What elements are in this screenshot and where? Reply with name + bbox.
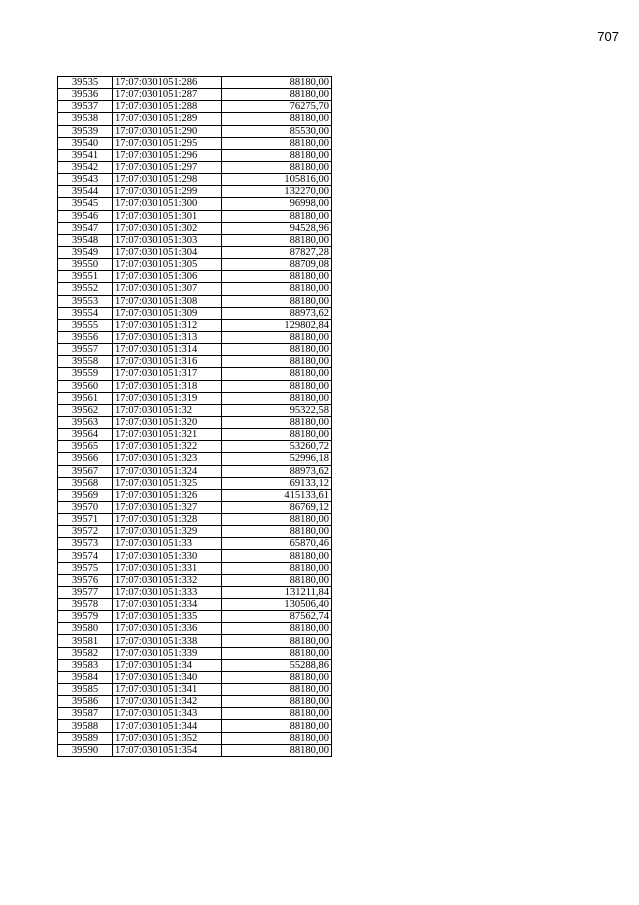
row-number-cell: 39538 [58, 113, 113, 125]
row-number-cell: 39544 [58, 186, 113, 198]
table-row [58, 392, 332, 404]
row-number-cell: 39559 [58, 368, 113, 380]
table-row [58, 125, 332, 137]
row-number-cell: 39588 [58, 720, 113, 732]
table-row [58, 538, 332, 550]
value-cell: 88180,00 [222, 344, 332, 356]
row-number-cell: 39568 [58, 477, 113, 489]
row-number-cell: 39584 [58, 671, 113, 683]
table-row [58, 356, 332, 368]
table-row [58, 210, 332, 222]
table-row [58, 501, 332, 513]
row-number-cell: 39575 [58, 562, 113, 574]
value-cell: 129802,84 [222, 319, 332, 331]
table-row [58, 635, 332, 647]
row-number-cell: 39551 [58, 271, 113, 283]
cadastral-number-cell: 17:07:0301051:306 [113, 271, 222, 283]
value-cell: 88180,00 [222, 234, 332, 246]
value-cell: 88180,00 [222, 635, 332, 647]
table-row [58, 429, 332, 441]
cadastral-number-cell: 17:07:0301051:328 [113, 514, 222, 526]
cadastral-number-cell: 17:07:0301051:352 [113, 732, 222, 744]
cadastral-number-cell: 17:07:0301051:314 [113, 344, 222, 356]
value-cell: 88180,00 [222, 550, 332, 562]
page-number: 707 [597, 29, 619, 44]
cadastral-number-cell: 17:07:0301051:338 [113, 635, 222, 647]
cadastral-number-cell: 17:07:0301051:327 [113, 501, 222, 513]
row-number-cell: 39537 [58, 101, 113, 113]
cadastral-number-cell: 17:07:0301051:320 [113, 416, 222, 428]
value-cell: 88180,00 [222, 331, 332, 343]
cadastral-number-cell: 17:07:0301051:325 [113, 477, 222, 489]
cadastral-number-cell: 17:07:0301051:333 [113, 586, 222, 598]
row-number-cell: 39582 [58, 647, 113, 659]
cadastral-number-cell: 17:07:0301051:323 [113, 453, 222, 465]
table-row [58, 271, 332, 283]
row-number-cell: 39556 [58, 331, 113, 343]
cadastral-number-cell: 17:07:0301051:309 [113, 307, 222, 319]
row-number-cell: 39572 [58, 526, 113, 538]
row-number-cell: 39571 [58, 514, 113, 526]
row-number-cell: 39545 [58, 198, 113, 210]
row-number-cell: 39564 [58, 429, 113, 441]
value-cell: 131211,84 [222, 586, 332, 598]
value-cell: 88180,00 [222, 708, 332, 720]
table-row [58, 380, 332, 392]
cadastral-number-cell: 17:07:0301051:289 [113, 113, 222, 125]
table-row [58, 514, 332, 526]
row-number-cell: 39565 [58, 441, 113, 453]
value-cell: 52996,18 [222, 453, 332, 465]
table-row [58, 599, 332, 611]
value-cell: 88180,00 [222, 149, 332, 161]
table-row [58, 137, 332, 149]
value-cell: 87827,28 [222, 246, 332, 258]
cadastral-number-cell: 17:07:0301051:343 [113, 708, 222, 720]
table-row [58, 416, 332, 428]
cadastral-number-cell: 17:07:0301051:304 [113, 246, 222, 258]
row-number-cell: 39586 [58, 696, 113, 708]
value-cell: 88180,00 [222, 574, 332, 586]
row-number-cell: 39577 [58, 586, 113, 598]
table-row [58, 331, 332, 343]
cadastral-number-cell: 17:07:0301051:330 [113, 550, 222, 562]
value-cell: 96998,00 [222, 198, 332, 210]
value-cell: 88180,00 [222, 89, 332, 101]
value-cell: 130506,40 [222, 599, 332, 611]
cadastral-number-cell: 17:07:0301051:340 [113, 671, 222, 683]
cadastral-number-cell: 17:07:0301051:321 [113, 429, 222, 441]
table-row [58, 234, 332, 246]
cadastral-number-cell: 17:07:0301051:317 [113, 368, 222, 380]
row-number-cell: 39581 [58, 635, 113, 647]
row-number-cell: 39578 [58, 599, 113, 611]
table-row [58, 186, 332, 198]
cadastral-number-cell: 17:07:0301051:287 [113, 89, 222, 101]
value-cell: 55288,86 [222, 659, 332, 671]
row-number-cell: 39569 [58, 489, 113, 501]
value-cell: 88180,00 [222, 732, 332, 744]
table-row [58, 246, 332, 258]
table-row [58, 647, 332, 659]
table-row [58, 671, 332, 683]
value-cell: 69133,12 [222, 477, 332, 489]
value-cell: 88180,00 [222, 295, 332, 307]
cadastral-number-cell: 17:07:0301051:318 [113, 380, 222, 392]
cadastral-number-cell: 17:07:0301051:344 [113, 720, 222, 732]
table-row [58, 283, 332, 295]
table-row [58, 295, 332, 307]
cadastral-number-cell: 17:07:0301051:334 [113, 599, 222, 611]
table-row [58, 732, 332, 744]
row-number-cell: 39541 [58, 149, 113, 161]
cadastral-number-cell: 17:07:0301051:300 [113, 198, 222, 210]
cadastral-number-cell: 17:07:0301051:354 [113, 744, 222, 756]
table-row [58, 404, 332, 416]
cadastral-number-cell: 17:07:0301051:302 [113, 222, 222, 234]
row-number-cell: 39557 [58, 344, 113, 356]
row-number-cell: 39574 [58, 550, 113, 562]
row-number-cell: 39558 [58, 356, 113, 368]
value-cell: 88180,00 [222, 77, 332, 89]
value-cell: 53260,72 [222, 441, 332, 453]
table-row [58, 259, 332, 271]
table-row [58, 708, 332, 720]
cadastral-number-cell: 17:07:0301051:335 [113, 611, 222, 623]
table-row [58, 477, 332, 489]
cadastral-number-cell: 17:07:0301051:312 [113, 319, 222, 331]
table-row [58, 307, 332, 319]
value-cell: 88180,00 [222, 416, 332, 428]
table-row [58, 222, 332, 234]
row-number-cell: 39542 [58, 161, 113, 173]
value-cell: 94528,96 [222, 222, 332, 234]
cadastral-number-cell: 17:07:0301051:33 [113, 538, 222, 550]
table-row [58, 465, 332, 477]
row-number-cell: 39550 [58, 259, 113, 271]
value-cell: 88180,00 [222, 514, 332, 526]
cadastral-number-cell: 17:07:0301051:324 [113, 465, 222, 477]
value-cell: 88180,00 [222, 283, 332, 295]
row-number-cell: 39562 [58, 404, 113, 416]
row-number-cell: 39566 [58, 453, 113, 465]
value-cell: 85530,00 [222, 125, 332, 137]
table-row [58, 659, 332, 671]
row-number-cell: 39548 [58, 234, 113, 246]
cadastral-number-cell: 17:07:0301051:32 [113, 404, 222, 416]
value-cell: 88180,00 [222, 392, 332, 404]
table-row [58, 149, 332, 161]
cadastral-number-cell: 17:07:0301051:316 [113, 356, 222, 368]
row-number-cell: 39540 [58, 137, 113, 149]
row-number-cell: 39535 [58, 77, 113, 89]
row-number-cell: 39543 [58, 174, 113, 186]
table-row [58, 344, 332, 356]
table-row [58, 77, 332, 89]
table-row [58, 684, 332, 696]
value-cell: 88180,00 [222, 684, 332, 696]
table-row [58, 574, 332, 586]
cadastral-number-cell: 17:07:0301051:319 [113, 392, 222, 404]
table-body [58, 77, 332, 757]
table-row [58, 489, 332, 501]
value-cell: 88180,00 [222, 161, 332, 173]
value-cell: 88180,00 [222, 429, 332, 441]
value-cell: 132270,00 [222, 186, 332, 198]
row-number-cell: 39573 [58, 538, 113, 550]
table-row [58, 453, 332, 465]
cadastral-number-cell: 17:07:0301051:307 [113, 283, 222, 295]
cadastral-number-cell: 17:07:0301051:326 [113, 489, 222, 501]
table-row [58, 441, 332, 453]
value-cell: 88180,00 [222, 368, 332, 380]
row-number-cell: 39576 [58, 574, 113, 586]
row-number-cell: 39554 [58, 307, 113, 319]
value-cell: 88973,62 [222, 307, 332, 319]
row-number-cell: 39546 [58, 210, 113, 222]
value-cell: 88180,00 [222, 647, 332, 659]
value-cell: 95322,58 [222, 404, 332, 416]
table-row [58, 611, 332, 623]
row-number-cell: 39539 [58, 125, 113, 137]
cadastral-number-cell: 17:07:0301051:299 [113, 186, 222, 198]
value-cell: 415133,61 [222, 489, 332, 501]
table-row [58, 744, 332, 756]
cadastral-number-cell: 17:07:0301051:295 [113, 137, 222, 149]
cadastral-number-cell: 17:07:0301051:34 [113, 659, 222, 671]
table-row [58, 368, 332, 380]
row-number-cell: 39580 [58, 623, 113, 635]
cadastral-number-cell: 17:07:0301051:341 [113, 684, 222, 696]
table-row [58, 586, 332, 598]
cadastral-number-cell: 17:07:0301051:339 [113, 647, 222, 659]
table-row [58, 623, 332, 635]
value-cell: 76275,70 [222, 101, 332, 113]
table-row [58, 161, 332, 173]
table-row [58, 550, 332, 562]
row-number-cell: 39555 [58, 319, 113, 331]
value-cell: 88180,00 [222, 380, 332, 392]
value-cell: 88180,00 [222, 137, 332, 149]
cadastral-number-cell: 17:07:0301051:298 [113, 174, 222, 186]
table-row [58, 89, 332, 101]
row-number-cell: 39549 [58, 246, 113, 258]
value-cell: 88180,00 [222, 356, 332, 368]
cadastral-number-cell: 17:07:0301051:322 [113, 441, 222, 453]
value-cell: 88180,00 [222, 623, 332, 635]
cadastral-number-cell: 17:07:0301051:305 [113, 259, 222, 271]
value-cell: 88709,08 [222, 259, 332, 271]
value-cell: 88180,00 [222, 744, 332, 756]
value-cell: 88180,00 [222, 562, 332, 574]
cadastral-number-cell: 17:07:0301051:308 [113, 295, 222, 307]
value-cell: 65870,46 [222, 538, 332, 550]
table-row [58, 174, 332, 186]
value-cell: 88973,62 [222, 465, 332, 477]
table-row [58, 198, 332, 210]
row-number-cell: 39536 [58, 89, 113, 101]
row-number-cell: 39589 [58, 732, 113, 744]
row-number-cell: 39561 [58, 392, 113, 404]
cadastral-number-cell: 17:07:0301051:332 [113, 574, 222, 586]
cadastral-number-cell: 17:07:0301051:301 [113, 210, 222, 222]
row-number-cell: 39547 [58, 222, 113, 234]
row-number-cell: 39552 [58, 283, 113, 295]
row-number-cell: 39567 [58, 465, 113, 477]
table-row [58, 526, 332, 538]
row-number-cell: 39563 [58, 416, 113, 428]
cadastral-number-cell: 17:07:0301051:313 [113, 331, 222, 343]
value-cell: 86769,12 [222, 501, 332, 513]
value-cell: 88180,00 [222, 696, 332, 708]
cadastral-number-cell: 17:07:0301051:329 [113, 526, 222, 538]
cadastral-number-cell: 17:07:0301051:336 [113, 623, 222, 635]
value-cell: 88180,00 [222, 526, 332, 538]
value-cell: 88180,00 [222, 113, 332, 125]
value-cell: 87562,74 [222, 611, 332, 623]
cadastral-number-cell: 17:07:0301051:286 [113, 77, 222, 89]
cadastral-number-cell: 17:07:0301051:331 [113, 562, 222, 574]
value-cell: 88180,00 [222, 671, 332, 683]
table-row [58, 696, 332, 708]
value-cell: 88180,00 [222, 271, 332, 283]
table-row [58, 101, 332, 113]
row-number-cell: 39590 [58, 744, 113, 756]
value-cell: 105816,00 [222, 174, 332, 186]
value-cell: 88180,00 [222, 210, 332, 222]
cadastral-value-table [57, 76, 332, 757]
cadastral-number-cell: 17:07:0301051:297 [113, 161, 222, 173]
row-number-cell: 39570 [58, 501, 113, 513]
row-number-cell: 39585 [58, 684, 113, 696]
row-number-cell: 39553 [58, 295, 113, 307]
table-row [58, 319, 332, 331]
cadastral-number-cell: 17:07:0301051:303 [113, 234, 222, 246]
table-row [58, 113, 332, 125]
row-number-cell: 39583 [58, 659, 113, 671]
cadastral-number-cell: 17:07:0301051:288 [113, 101, 222, 113]
table-row [58, 720, 332, 732]
row-number-cell: 39587 [58, 708, 113, 720]
table-row [58, 562, 332, 574]
cadastral-number-cell: 17:07:0301051:342 [113, 696, 222, 708]
value-cell: 88180,00 [222, 720, 332, 732]
cadastral-number-cell: 17:07:0301051:296 [113, 149, 222, 161]
row-number-cell: 39579 [58, 611, 113, 623]
row-number-cell: 39560 [58, 380, 113, 392]
cadastral-number-cell: 17:07:0301051:290 [113, 125, 222, 137]
